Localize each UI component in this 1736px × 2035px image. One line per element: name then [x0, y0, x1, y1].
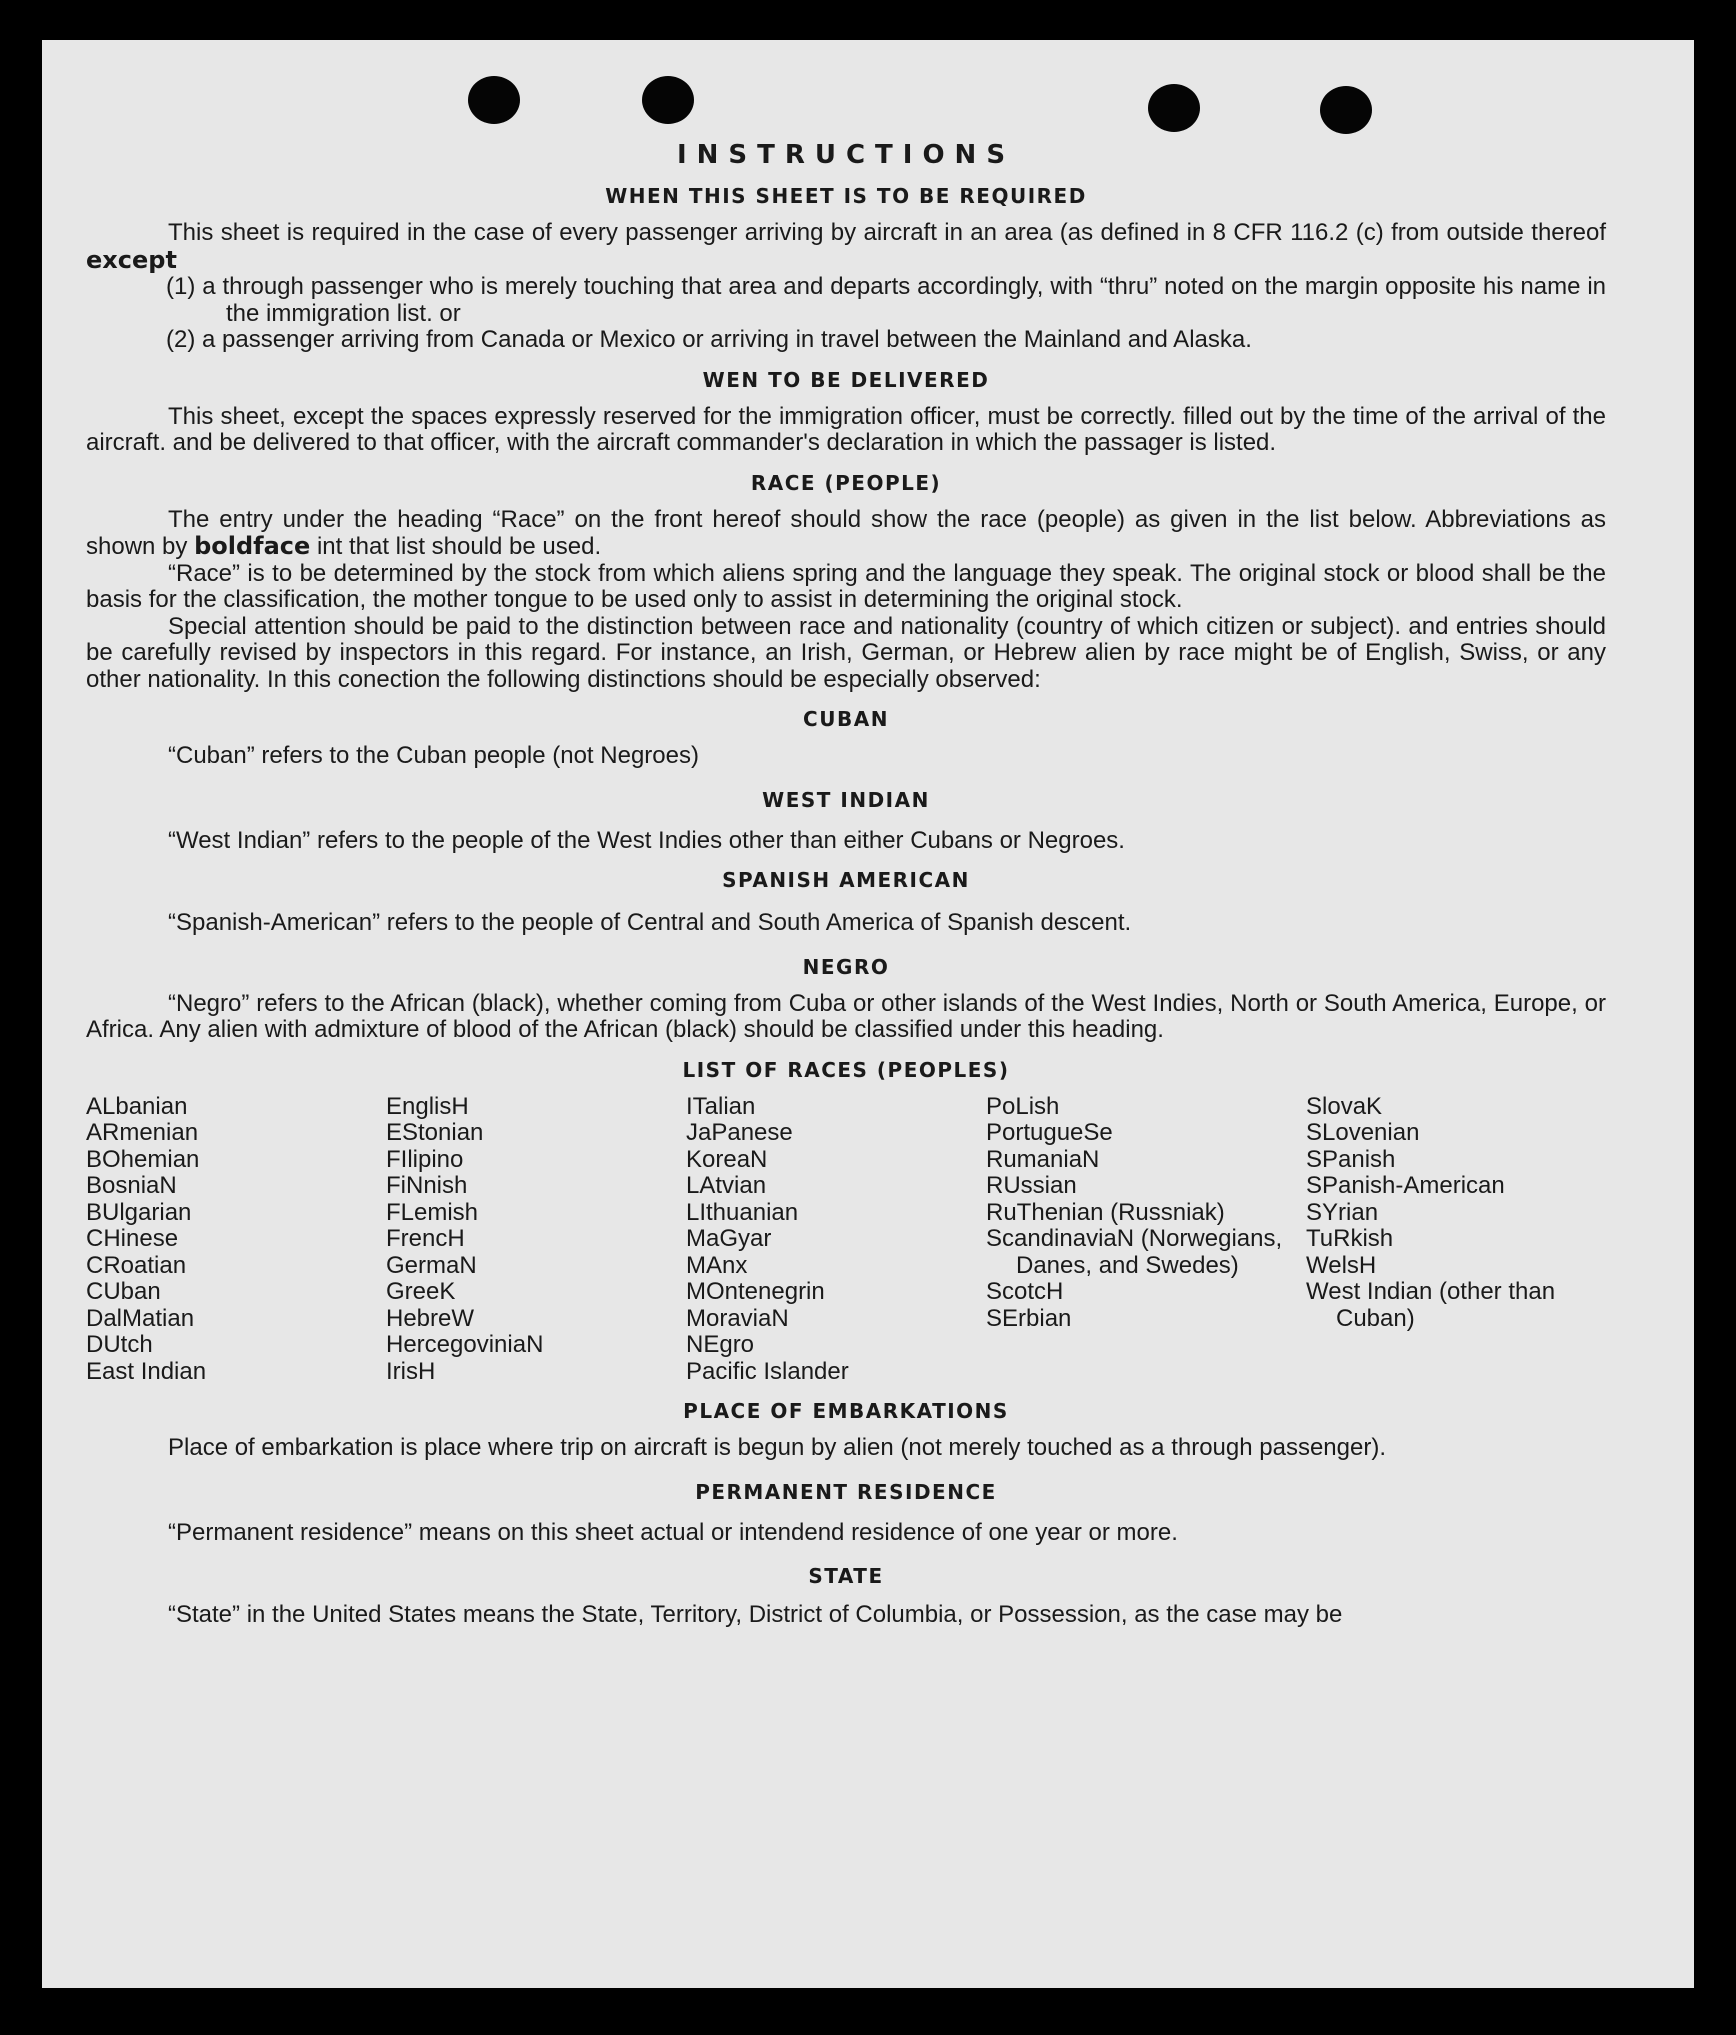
race-paragraph-2: “Race” is to be determined by the stock from which aliens spring and the language they speak. The original stock or blood shall be the basis for the classification, the mother tongue to be used only to assist in determining the original stock. [86, 559, 1606, 613]
heading-delivered: WEN TO BE DELIVERED [702, 367, 990, 392]
race-entry: FLemish [386, 1198, 479, 1226]
race-entry: DalMatian [86, 1304, 195, 1332]
race-entry: PortugueSe [986, 1119, 1113, 1146]
race-p1-a: The entry under the heading “Race” on the front hereof should show the race (people) as given in the list below. Abbreviations as shown by [86, 505, 1606, 560]
race-entry: RumaniaN [986, 1145, 1100, 1173]
race-entry: SLovenian [1306, 1119, 1420, 1146]
race-entry: ALbanian [86, 1092, 188, 1120]
race-entry: ScotcH [986, 1278, 1064, 1305]
race-entry: JaPanese [686, 1119, 793, 1146]
race-entry: SPanish [1306, 1145, 1396, 1173]
race-entry: MaGyar [686, 1225, 772, 1252]
race-paragraph-3: Special attention should be paid to the distinction between race and nationality (country of which citizen or subject). and entries should be carefully revised by inspectors in this regard. For instance, an Irish, German, or Hebrew alien by race might be of English, Swiss, or any other nationality. In this conection the following distinctions should be especially observed: [86, 612, 1606, 693]
instructions-content [86, 140, 1606, 1629]
race-entry: SPanish-American [1306, 1172, 1505, 1199]
race-entry: CUban [86, 1278, 161, 1305]
document-page [42, 40, 1694, 1988]
spanish-american-text: “Spanish-American” refers to the people of Central and South America of Spanish descent. [168, 909, 1132, 936]
residence-text: “Permanent residence” means on this sheet actual or intendend residence of one year or more. [168, 1518, 1178, 1546]
heading-race: RACE (PEOPLE) [750, 470, 942, 495]
race-entry: ARmenian [86, 1119, 199, 1146]
except-keyword: except [86, 245, 177, 274]
race-entry: LAtvian [686, 1172, 767, 1199]
race-entry: FrencH [386, 1225, 465, 1252]
race-entry: SlovaK [1306, 1092, 1383, 1120]
race-entry: NEgro [686, 1331, 755, 1358]
race-entry: RUssian [986, 1172, 1077, 1199]
race-entry: GermaN [386, 1251, 477, 1279]
race-p1-b: int that list should be used. [316, 533, 602, 560]
state-text: “State” in the United States means the State, Territory, District of Columbia, or Possession, as the case may be [168, 1601, 1343, 1628]
race-entry: MAnx [686, 1251, 748, 1279]
cuban-text: “Cuban” refers to the Cuban people (not Negroes) [168, 742, 699, 769]
race-entry: ScandinaviaN (Norwegians, Danes, and Swedes) [986, 1225, 1283, 1279]
race-entry: IrisH [386, 1357, 436, 1385]
race-entry: RuThenian (Russniak) [986, 1198, 1225, 1226]
heading-spanish-american: SPANISH AMERICAN [722, 868, 970, 892]
race-entry: EStonian [386, 1119, 484, 1146]
race-entry: LIthuanian [686, 1198, 799, 1226]
required-item-1: (1) a through passenger who is merely touching that area and departs accordingly, with “thru” noted on the margin opposite his name in the immigration list. or [166, 273, 1606, 327]
race-entry: PoLish [986, 1092, 1060, 1120]
required-item-2: (2) a passenger arriving from Canada or Mexico or arriving in travel between the Mainland and Alaska. [166, 326, 1252, 353]
races-list [86, 1094, 1606, 1386]
races-column-5 [1306, 1094, 1606, 1386]
heading-required: WHEN THIS SHEET IS TO BE REQUIRED [605, 184, 1087, 208]
heading-negro: NEGRO [802, 954, 890, 979]
heading-list-of-races: LIST OF RACES (PEOPLES) [682, 1057, 1010, 1082]
heading-west-indian: WEST INDIAN [762, 787, 930, 812]
race-entry: BUlgarian [86, 1198, 192, 1226]
punch-hole [1148, 84, 1200, 132]
heading-embarkation: PLACE OF EMBARKATIONS [683, 1399, 1009, 1423]
race-entry: BosniaN [86, 1172, 177, 1199]
races-column-1 [86, 1094, 386, 1386]
page-title: INSTRUCTIONS [676, 140, 1016, 170]
race-entry: WelsH [1306, 1251, 1377, 1279]
race-entry: HebreW [386, 1304, 475, 1332]
race-entry: FIlipino [386, 1145, 464, 1173]
race-entry: SErbian [986, 1304, 1072, 1332]
race-entry: ITalian [686, 1092, 756, 1120]
negro-text: “Negro” refers to the African (black), whether coming from Cuba or other islands of the West Indies, North or South America, Europe, or Africa. Any alien with admixture of blood of the African (black) should be classified under this heading. [86, 989, 1606, 1043]
race-paragraph-1 [86, 507, 1606, 561]
race-entry: KoreaN [686, 1145, 768, 1173]
race-entry: DUtch [86, 1331, 153, 1358]
embarkation-text: Place of embarkation is place where trip on aircraft is begun by alien (not merely touched as a through passenger). [168, 1434, 1386, 1461]
race-entry: EnglisH [386, 1092, 469, 1120]
race-entry: TuRkish [1306, 1225, 1394, 1252]
punch-hole [642, 76, 694, 124]
delivered-text: This sheet, except the spaces expressly reserved for the immigration officer, must be correctly. filled out by the time of the arrival of the aircraft. and be delivered to that officer, with the aircraft commander's declaration in which the passager is listed. [86, 402, 1606, 456]
races-column-2 [386, 1094, 686, 1386]
boldface-keyword: boldface [194, 532, 311, 560]
races-column-3 [686, 1094, 986, 1386]
race-entry: West Indian (other than Cuban) [1306, 1278, 1556, 1332]
heading-state: STATE [808, 1564, 884, 1588]
race-entry: SYrian [1306, 1198, 1379, 1226]
race-entry: CHinese [86, 1225, 179, 1252]
race-entry: FiNnish [386, 1172, 468, 1199]
race-entry: Pacific Islander [686, 1357, 849, 1385]
required-intro-text: This sheet is required in the case of every passenger arriving by aircraft in an area (as defined in 8 CFR 116.2 (c) from outside thereof [168, 219, 1606, 246]
race-entry: MoraviaN [686, 1304, 789, 1332]
race-entry: GreeK [386, 1278, 456, 1305]
heading-cuban: CUBAN [803, 707, 889, 731]
heading-permanent-residence: PERMANENT RESIDENCE [695, 1479, 997, 1504]
punch-hole [468, 76, 520, 124]
required-intro [86, 220, 1606, 274]
punch-hole [1320, 86, 1372, 134]
race-entry: BOhemian [86, 1145, 200, 1173]
west-indian-text: “West Indian” refers to the people of the West Indies other than either Cubans or Negroes. [168, 826, 1125, 854]
race-entry: East Indian [86, 1357, 207, 1385]
race-entry: MOntenegrin [686, 1278, 825, 1305]
race-entry: HercegoviniaN [386, 1331, 544, 1358]
races-column-4 [986, 1094, 1306, 1386]
race-entry: CRoatian [86, 1251, 187, 1279]
